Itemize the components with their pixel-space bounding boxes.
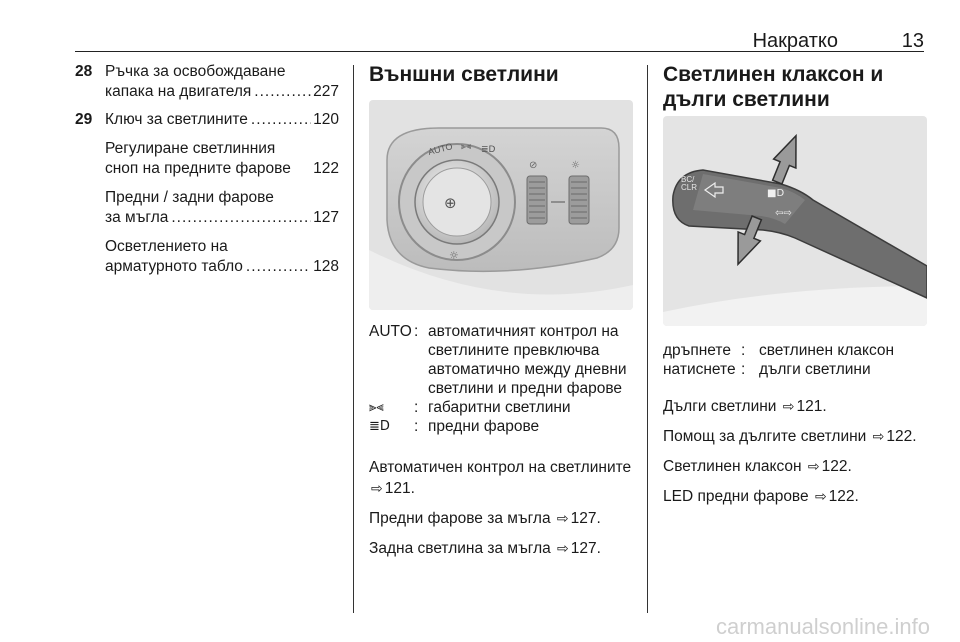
- watermark: carmanualsonline.info: [715, 614, 930, 639]
- reference-paragraph: Задна светлина за мъгла ⇨ 127.: [369, 540, 601, 557]
- legend-value: автоматичният контрол на светлините превключва автоматично между дневни светлини и предни фарове: [428, 323, 627, 397]
- headlight-symbol: ■D: [767, 188, 785, 199]
- sub-entry: Предни / задни фарове за мъгла ..... 127: [105, 188, 339, 228]
- reference-paragraph: Дълги светлини ⇨ 121.: [663, 398, 827, 415]
- section-heading: Светлинен клаксон и дълги светлини: [663, 63, 884, 111]
- legend-row: ⫸⫷ : габаритни светлини: [369, 398, 635, 417]
- page-ref[interactable]: 120: [313, 111, 339, 128]
- dimmer-symbol: ☼: [449, 249, 459, 262]
- reference-paragraph: Светлинен клаксон ⇨ 122.: [663, 458, 852, 475]
- page-ref[interactable]: 122: [313, 160, 339, 177]
- legend-row: ≣D : предни фарове: [369, 417, 635, 436]
- legend-value: предни фарове: [428, 418, 540, 435]
- exterior-lights-section: [369, 62, 633, 87]
- reference-arrow-icon: ⇨: [371, 480, 383, 496]
- light-switch-illustration: [369, 100, 633, 310]
- index-entry: [75, 62, 339, 102]
- section-heading: Външни светлини: [369, 63, 559, 86]
- bc-clr-label: CLR: [681, 183, 698, 192]
- column-divider: [353, 65, 354, 613]
- page-ref[interactable]: 121.: [796, 398, 827, 415]
- legend-value: габаритни светлини: [428, 399, 571, 416]
- page-ref[interactable]: 121.: [384, 480, 415, 497]
- reference-arrow-icon: ⇨: [782, 398, 795, 414]
- legend-key: натиснете: [663, 361, 736, 378]
- parking-light-icon: ⫸⫷: [369, 400, 384, 415]
- sub-entry: Регулиране светлинния сноп на предните фарове 122: [105, 140, 339, 177]
- index-entry: [75, 110, 339, 277]
- legend-key: AUTO: [369, 323, 412, 340]
- page-ref[interactable]: 127: [313, 209, 339, 226]
- light-switch-drawing: [369, 100, 633, 310]
- reference-arrow-icon: ⇨: [557, 540, 569, 556]
- page-ref[interactable]: 122.: [828, 488, 859, 505]
- reference-paragraph: LED предни фарове ⇨ 122.: [663, 488, 859, 505]
- page-ref[interactable]: 127.: [570, 540, 601, 557]
- reference-paragraph: Автоматичен контрол на светлините ⇨ 121.: [369, 459, 632, 497]
- dashboard-light-symbol: ☼: [571, 160, 580, 171]
- entry-line: капака на двигателя ..... 227: [105, 82, 339, 102]
- entry-line: Ключ за светлините ..... 120: [105, 110, 339, 130]
- fog-light-icon: ⊕: [444, 194, 457, 212]
- legend-row: натиснете : дълги светлини: [663, 360, 929, 379]
- reference-arrow-icon: ⇨: [814, 488, 827, 504]
- legend-value: светлинен клаксон: [759, 342, 895, 359]
- reference-arrow-icon: ⇨: [556, 510, 569, 526]
- page-ref[interactable]: 127.: [570, 510, 601, 527]
- entry-line: Ръчка за освобождаване: [105, 63, 286, 80]
- reference-arrow-icon: ⇨: [872, 428, 885, 444]
- stalk-drawing: [663, 116, 927, 326]
- legend-row: дръпнете : светлинен клаксон: [663, 341, 929, 360]
- page-number: 13: [901, 30, 924, 52]
- range-symbol: ⊘: [529, 160, 538, 171]
- reference-paragraph: Предни фарове за мъгла ⇨ 127.: [369, 510, 601, 527]
- reference-arrow-icon: ⇨: [807, 458, 820, 474]
- legend-row: AUTO : автоматичният контрол на светлините превключва автоматично между дневни светлини и предни фарове: [369, 322, 635, 398]
- bc-clr-label: BC/: [681, 175, 695, 184]
- page-ref[interactable]: 122.: [821, 458, 852, 475]
- stalk-legend: [663, 341, 929, 507]
- stalk-illustration: [663, 116, 927, 326]
- indicator-symbol: ⇦⇨: [775, 208, 792, 219]
- auto-label: AUTO: [427, 141, 454, 157]
- legend-value: дълги светлини: [759, 361, 871, 378]
- headlight-symbol: ≣D: [481, 145, 496, 155]
- legend-key: дръпнете: [663, 342, 731, 359]
- headlight-icon: ≣D: [369, 419, 390, 434]
- page-ref[interactable]: 128: [313, 258, 339, 275]
- column-divider: [647, 65, 648, 613]
- index-list: [75, 62, 339, 277]
- chapter-title: Накратко: [752, 30, 838, 52]
- switch-legend: [369, 322, 635, 559]
- flash-high-beam-section: [663, 62, 929, 112]
- entry-number: 29: [75, 111, 93, 128]
- page-ref[interactable]: 122.: [886, 428, 917, 445]
- sub-entry: Осветлението на арматурното табло ..... 128: [105, 237, 339, 277]
- parking-light-symbol: ⫸⫷: [461, 142, 472, 152]
- header-rule: [75, 51, 924, 52]
- page-ref[interactable]: 227: [313, 83, 339, 100]
- reference-paragraph: Помощ за дългите светлини ⇨ 122.: [663, 428, 917, 445]
- entry-number: 28: [75, 63, 93, 80]
